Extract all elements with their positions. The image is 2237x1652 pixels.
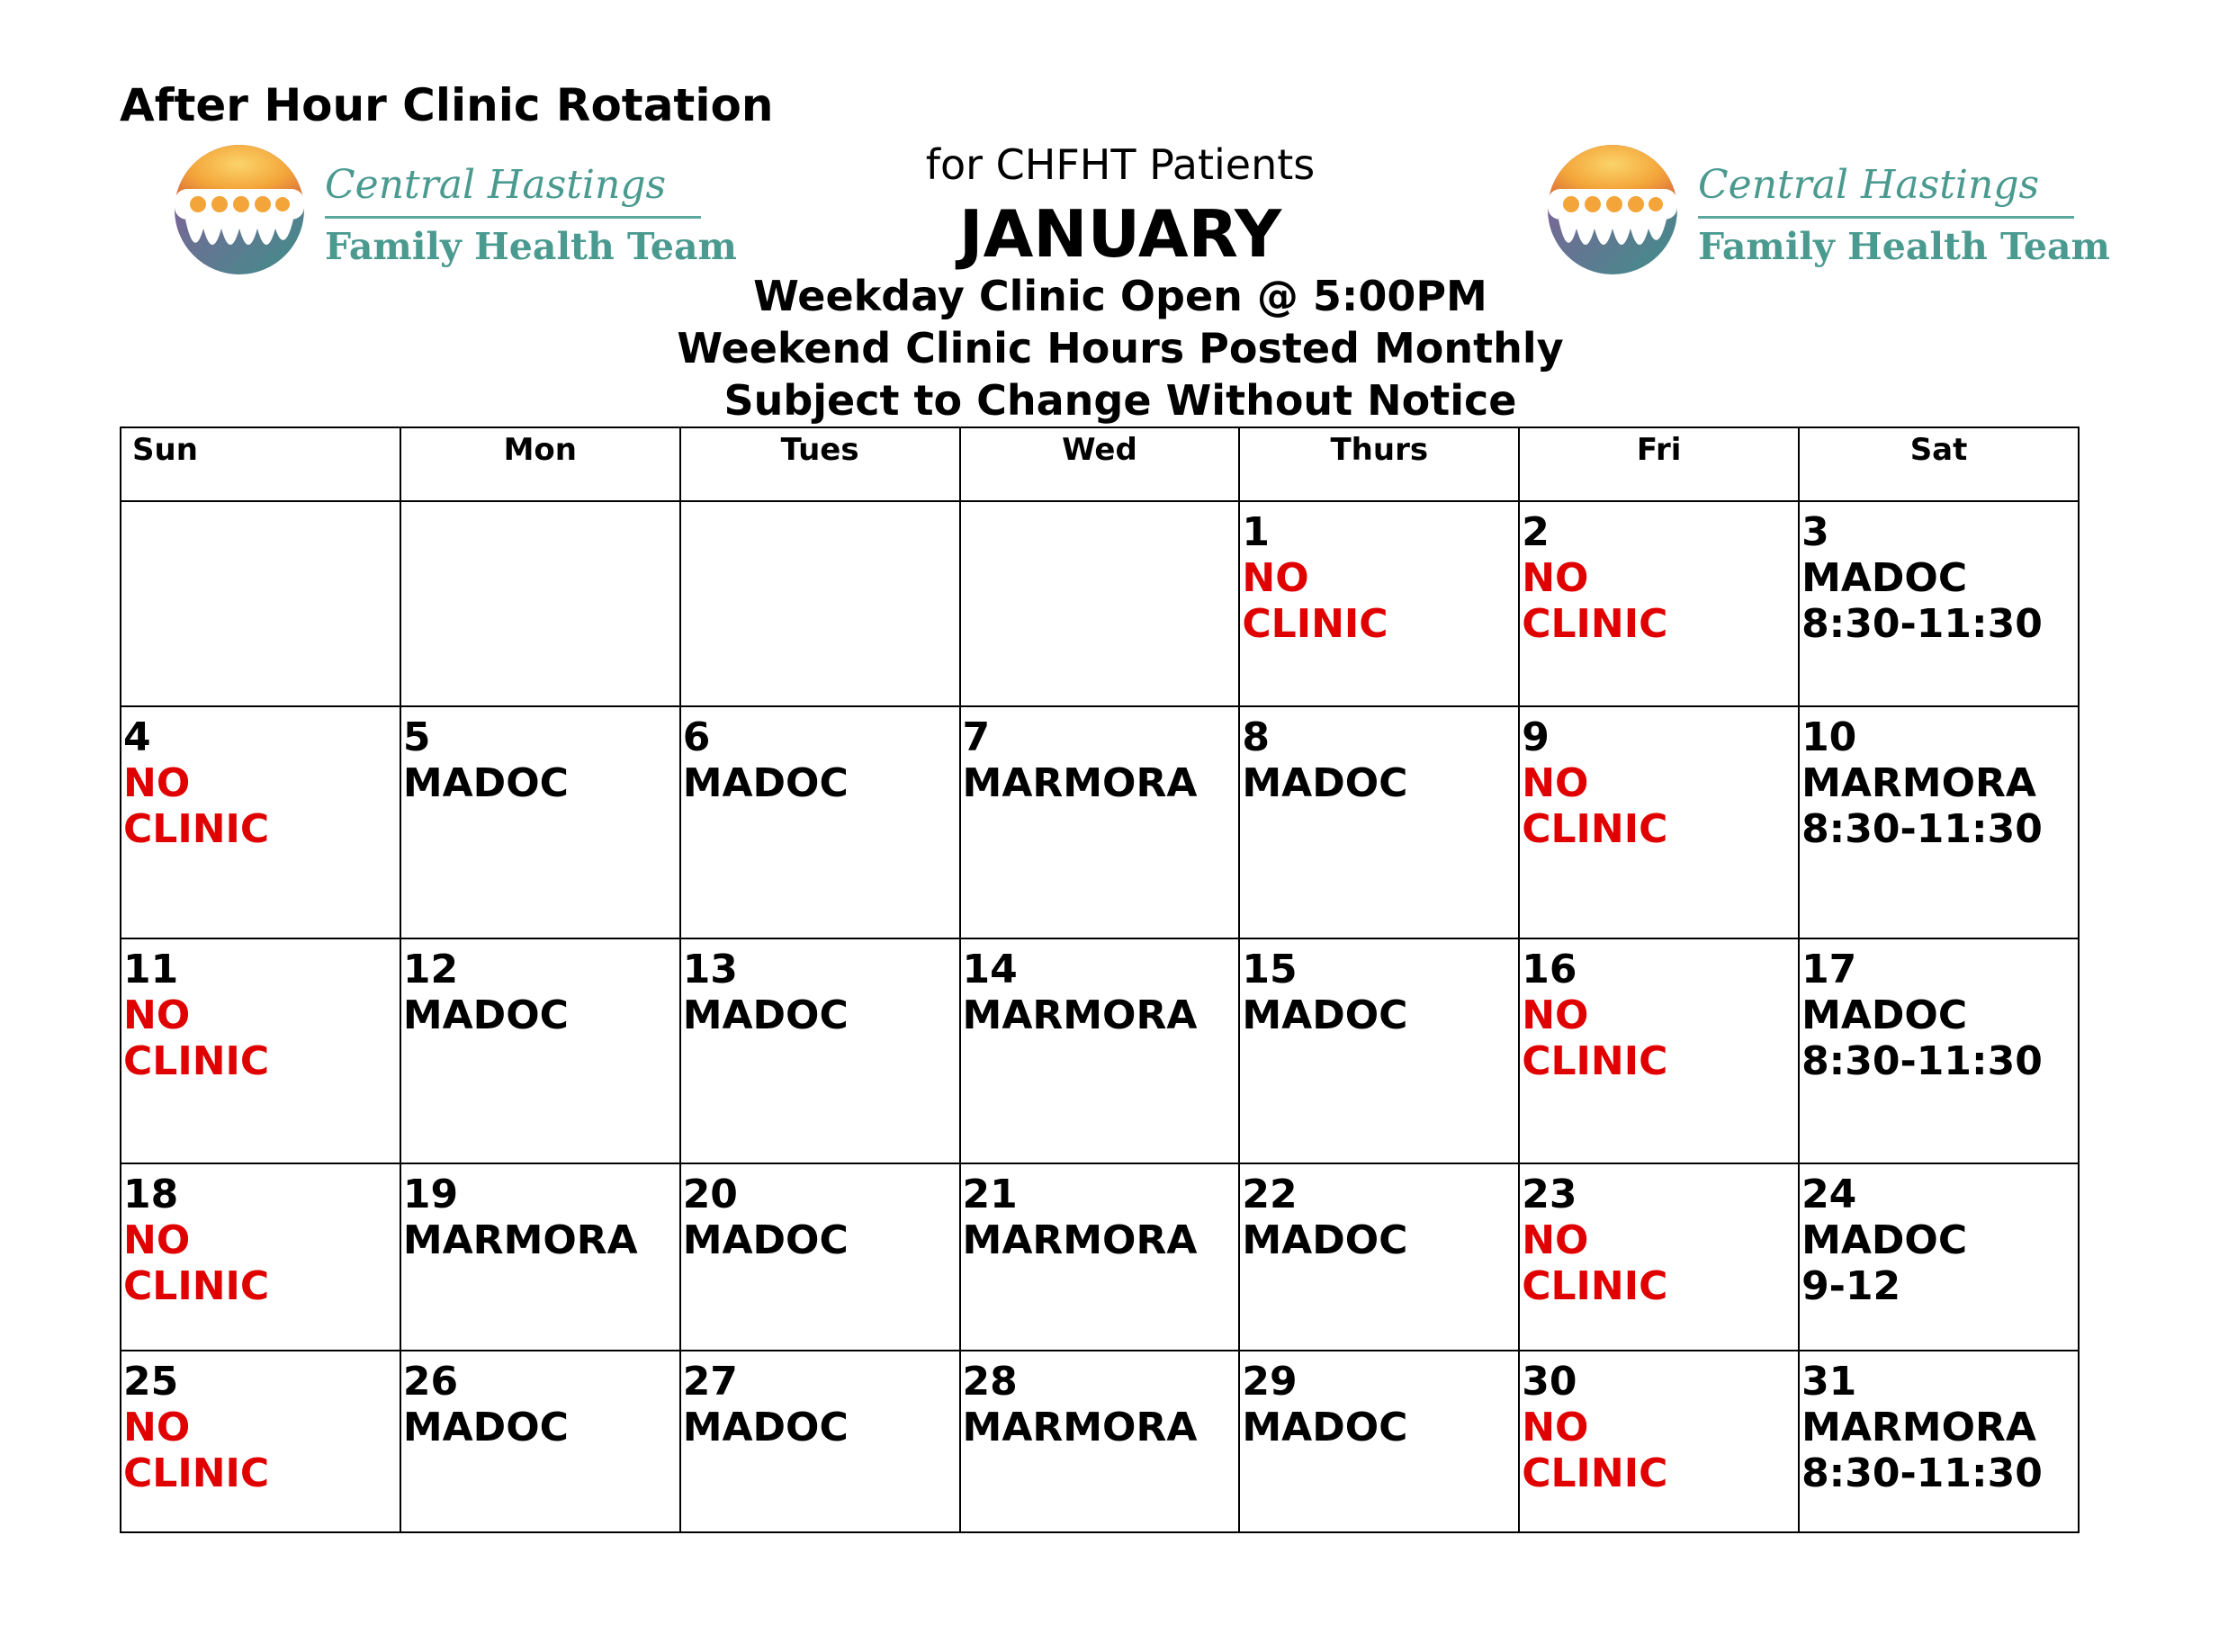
month-title: JANUARY	[958, 196, 1282, 272]
calendar-day-cell	[960, 1163, 1240, 1351]
day-number: 24	[1801, 1172, 1857, 1217]
calendar-day-cell	[121, 501, 400, 706]
day-number: 22	[1242, 1172, 1298, 1217]
clinic-hours: 9-12	[1801, 1263, 1901, 1309]
calendar-day-cell	[680, 706, 960, 938]
day-number: 1	[1242, 509, 1270, 555]
day-number: 26	[402, 1359, 459, 1405]
day-number: 4	[123, 714, 151, 760]
day-number: 13	[682, 947, 738, 992]
clinic-location: MARMORA	[962, 1405, 1198, 1450]
clinic-location: MARMORA	[962, 1217, 1198, 1263]
no-clinic-label: NO	[1522, 760, 1589, 806]
clinic-location: MADOC	[682, 1405, 849, 1450]
calendar-day-cell	[1239, 1163, 1519, 1351]
day-number: 25	[123, 1359, 179, 1405]
calendar-week-row	[121, 501, 2079, 706]
no-clinic-label: CLINIC	[123, 1263, 270, 1309]
weekday-header: Tues	[680, 427, 960, 501]
day-number: 23	[1522, 1172, 1577, 1217]
day-number: 29	[1242, 1359, 1298, 1405]
calendar-day-cell	[1519, 501, 1799, 706]
weekday-header: Fri	[1519, 427, 1799, 501]
no-clinic-label: CLINIC	[1522, 1038, 1668, 1084]
calendar-day-cell	[1519, 938, 1799, 1163]
day-number: 15	[1242, 947, 1298, 992]
no-clinic-label: CLINIC	[1522, 1263, 1668, 1309]
clinic-location: MADOC	[402, 992, 569, 1038]
page-title: After Hour Clinic Rotation	[120, 79, 774, 131]
calendar-day-cell	[1239, 501, 1519, 706]
calendar-grid	[120, 426, 2080, 1533]
day-number: 20	[682, 1172, 738, 1217]
calendar-day-cell	[680, 501, 960, 706]
day-number: 12	[402, 947, 459, 992]
calendar-week-row	[121, 938, 2079, 1163]
calendar-day-cell	[1519, 1163, 1799, 1351]
logo-name-line2: Family Health Team	[325, 225, 737, 268]
no-clinic-label: NO	[123, 992, 191, 1038]
no-clinic-label: NO	[1522, 555, 1589, 601]
clinic-location: MARMORA	[962, 992, 1198, 1038]
clinic-location: MADOC	[1801, 992, 1968, 1038]
no-clinic-label: CLINIC	[123, 1450, 270, 1496]
no-clinic-label: NO	[1242, 555, 1309, 601]
no-clinic-label: NO	[123, 760, 191, 806]
day-number: 17	[1801, 947, 1857, 992]
calendar-day-cell	[121, 706, 400, 938]
clinic-location: MADOC	[1242, 760, 1408, 806]
calendar-day-cell	[400, 501, 680, 706]
day-number: 10	[1801, 714, 1857, 760]
logo-name-line1: Central Hastings	[325, 162, 667, 208]
calendar-day-cell	[680, 938, 960, 1163]
calendar-day-cell	[960, 938, 1240, 1163]
calendar-day-cell	[400, 938, 680, 1163]
day-number: 7	[962, 714, 991, 760]
calendar-day-cell	[121, 1351, 400, 1532]
clinic-note-change: Subject to Change Without Notice	[723, 376, 1517, 425]
weekday-header: Mon	[400, 427, 680, 501]
clinic-location: MARMORA	[1801, 1405, 2036, 1450]
clinic-location: MADOC	[1801, 555, 1968, 601]
day-number: 6	[682, 714, 711, 760]
clinic-hours: 8:30-11:30	[1801, 1450, 2043, 1496]
calendar-day-cell	[1799, 1351, 2079, 1532]
day-number: 30	[1522, 1359, 1577, 1405]
no-clinic-label: NO	[1522, 1405, 1589, 1450]
no-clinic-label: CLINIC	[1522, 601, 1668, 647]
clinic-location: MADOC	[1242, 992, 1408, 1038]
day-number: 9	[1522, 714, 1550, 760]
no-clinic-label: NO	[1522, 1217, 1589, 1263]
calendar-day-cell	[1799, 1163, 2079, 1351]
weekday-header: Sun	[121, 427, 400, 501]
clinic-location: MARMORA	[1801, 760, 2036, 806]
calendar-day-cell	[400, 1351, 680, 1532]
calendar-day-cell	[1799, 706, 2079, 938]
day-number: 19	[402, 1172, 459, 1217]
day-number: 3	[1801, 509, 1829, 555]
clinic-note-weekend: Weekend Clinic Hours Posted Monthly	[677, 324, 1564, 373]
calendar-day-cell	[400, 1163, 680, 1351]
no-clinic-label: NO	[1522, 992, 1589, 1038]
day-number: 11	[123, 947, 179, 992]
day-number: 31	[1801, 1359, 1857, 1405]
day-number: 28	[962, 1359, 1018, 1405]
logo-name-line2: Family Health Team	[1698, 225, 2110, 268]
no-clinic-label: CLINIC	[1522, 1450, 1668, 1496]
weekday-header: Sat	[1799, 427, 2079, 501]
day-number: 18	[123, 1172, 179, 1217]
clinic-location: MADOC	[1242, 1217, 1408, 1263]
family-health-team-logo-icon	[167, 142, 311, 277]
day-number: 14	[962, 947, 1018, 992]
clinic-location: MADOC	[1801, 1217, 1968, 1263]
weekday-header: Thurs	[1239, 427, 1519, 501]
calendar-day-cell	[680, 1163, 960, 1351]
clinic-location: MARMORA	[962, 760, 1198, 806]
clinic-hours: 8:30-11:30	[1801, 601, 2043, 647]
calendar-day-cell	[960, 1351, 1240, 1532]
weekday-header-row	[121, 427, 2079, 501]
clinic-note-weekday: Weekday Clinic Open @ 5:00PM	[753, 272, 1487, 320]
day-number: 2	[1522, 509, 1550, 555]
clinic-location: MADOC	[682, 1217, 849, 1263]
day-number: 21	[962, 1172, 1018, 1217]
calendar-day-cell	[1519, 706, 1799, 938]
calendar-day-cell	[1799, 501, 2079, 706]
no-clinic-label: CLINIC	[1242, 601, 1388, 647]
clinic-hours: 8:30-11:30	[1801, 1038, 2043, 1084]
day-number: 8	[1242, 714, 1270, 760]
calendar-day-cell	[680, 1351, 960, 1532]
clinic-location: MADOC	[682, 992, 849, 1038]
no-clinic-label: CLINIC	[123, 1038, 270, 1084]
calendar-day-cell	[1239, 1351, 1519, 1532]
day-number: 16	[1522, 947, 1577, 992]
calendar-week-row	[121, 1351, 2079, 1532]
clinic-location: MARMORA	[402, 1217, 638, 1263]
calendar-week-row	[121, 706, 2079, 938]
clinic-location: MADOC	[402, 760, 569, 806]
calendar-day-cell	[1519, 1351, 1799, 1532]
calendar-day-cell	[1799, 938, 2079, 1163]
clinic-location: MADOC	[402, 1405, 569, 1450]
calendar-day-cell	[960, 706, 1240, 938]
no-clinic-label: NO	[123, 1217, 191, 1263]
calendar-day-cell	[121, 1163, 400, 1351]
calendar-day-cell	[960, 501, 1240, 706]
weekday-header: Wed	[960, 427, 1240, 501]
calendar-day-cell	[1239, 706, 1519, 938]
no-clinic-label: CLINIC	[123, 806, 270, 852]
calendar-day-cell	[400, 706, 680, 938]
page-subtitle: for CHFHT Patients	[925, 140, 1316, 189]
calendar-day-cell	[1239, 938, 1519, 1163]
no-clinic-label: CLINIC	[1522, 806, 1668, 852]
clinic-location: MADOC	[682, 760, 849, 806]
day-number: 27	[682, 1359, 738, 1405]
calendar-day-cell	[121, 938, 400, 1163]
day-number: 5	[402, 714, 431, 760]
clinic-location: MADOC	[1242, 1405, 1408, 1450]
logo-divider	[1698, 216, 2074, 219]
clinic-hours: 8:30-11:30	[1801, 806, 2043, 852]
no-clinic-label: NO	[123, 1405, 191, 1450]
calendar-week-row	[121, 1163, 2079, 1351]
logo-name-line1: Central Hastings	[1698, 162, 2040, 208]
